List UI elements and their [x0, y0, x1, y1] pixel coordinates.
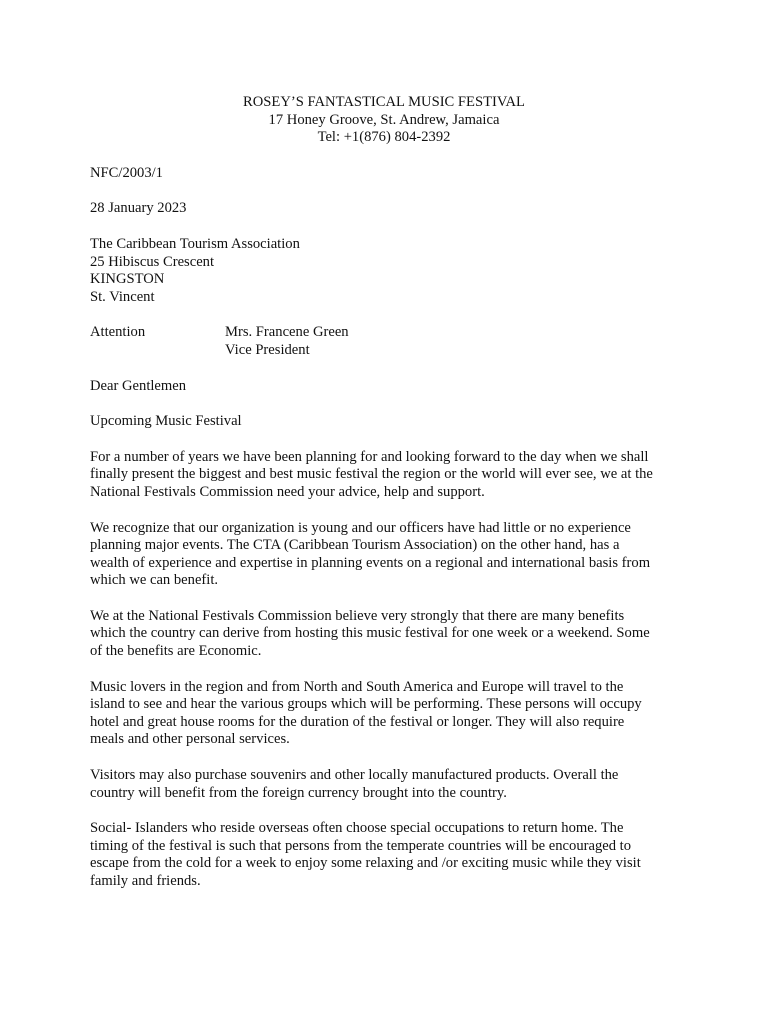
subject-line: Upcoming Music Festival — [90, 413, 242, 430]
recipient-line: St. Vincent — [90, 288, 155, 305]
paragraph-line: planning major events. The CTA (Caribbean Tourism Association) on the other hand, has a — [90, 537, 620, 554]
body-paragraph-1 — [90, 449, 690, 502]
reference-number: NFC/2003/1 — [90, 164, 163, 181]
paragraph-line: Music lovers in the region and from North and South America and Europe will travel to the — [90, 678, 624, 695]
letter-date: 28 January 2023 — [90, 200, 187, 217]
paragraph-line: island to see and hear the various groups which will be performing. These persons will occupy — [90, 696, 642, 713]
recipient-line: KINGSTON — [90, 271, 165, 288]
attention-spacer — [90, 342, 225, 360]
paragraph-line: We at the National Festivals Commission believe very strongly that there are many benefits — [90, 607, 625, 624]
paragraph-line: which the country can derive from hosting this music festival for one week or a weekend. Some — [90, 625, 650, 642]
paragraph-line: For a number of years we have been planning for and looking forward to the day when we shall — [90, 448, 649, 465]
body-paragraph-5 — [90, 767, 690, 802]
paragraph-line: escape from the cold for a week to enjoy some relaxing and /or exciting music while they visit — [90, 855, 641, 872]
recipient-address — [90, 236, 690, 306]
body-paragraph-2 — [90, 520, 690, 590]
recipient-line: 25 Hibiscus Crescent — [90, 253, 215, 270]
paragraph-line: wealth of experience and expertise in planning events on a regional and international basis from — [90, 554, 651, 571]
attention-block — [90, 324, 690, 359]
organization-address: 17 Honey Groove, St. Andrew, Jamaica — [268, 111, 500, 128]
letter-page — [90, 94, 690, 909]
paragraph-line: Social- Islanders who reside overseas often choose special occupations to return home. The — [90, 820, 624, 837]
letterhead — [90, 94, 678, 147]
paragraph-line: country will benefit from the foreign currency brought into the country. — [90, 784, 507, 801]
body-paragraph-4 — [90, 679, 690, 749]
attention-title: Vice President — [225, 341, 310, 358]
organization-phone: Tel: +1(876) 804-2392 — [317, 129, 451, 146]
paragraph-line: We recognize that our organization is young and our officers have had little or no experience — [90, 519, 631, 536]
body-paragraph-3 — [90, 608, 690, 661]
paragraph-line: of the benefits are Economic. — [90, 643, 262, 660]
paragraph-line: Visitors may also purchase souvenirs and other locally manufactured products. Overall the — [90, 767, 619, 784]
salutation: Dear Gentlemen — [90, 377, 187, 394]
organization-name: ROSEY’S FANTASTICAL MUSIC FESTIVAL — [243, 94, 525, 110]
paragraph-line: family and friends. — [90, 873, 201, 889]
paragraph-line: meals and other personal services. — [90, 731, 290, 748]
recipient-line: The Caribbean Tourism Association — [90, 235, 300, 252]
body-paragraph-6 — [90, 820, 690, 890]
paragraph-line: hotel and great house rooms for the duration of the festival or longer. They will also require — [90, 713, 625, 730]
paragraph-line: timing of the festival is such that persons from the temperate countries will be encouraged to — [90, 837, 632, 854]
paragraph-line: National Festivals Commission need your advice, help and support. — [90, 483, 485, 500]
attention-name: Mrs. Francene Green — [225, 324, 349, 341]
attention-label: Attention — [90, 324, 146, 341]
paragraph-line: which we can benefit. — [90, 572, 219, 589]
paragraph-line: finally present the biggest and best music festival the region or the world will ever see, we at the — [90, 466, 653, 483]
